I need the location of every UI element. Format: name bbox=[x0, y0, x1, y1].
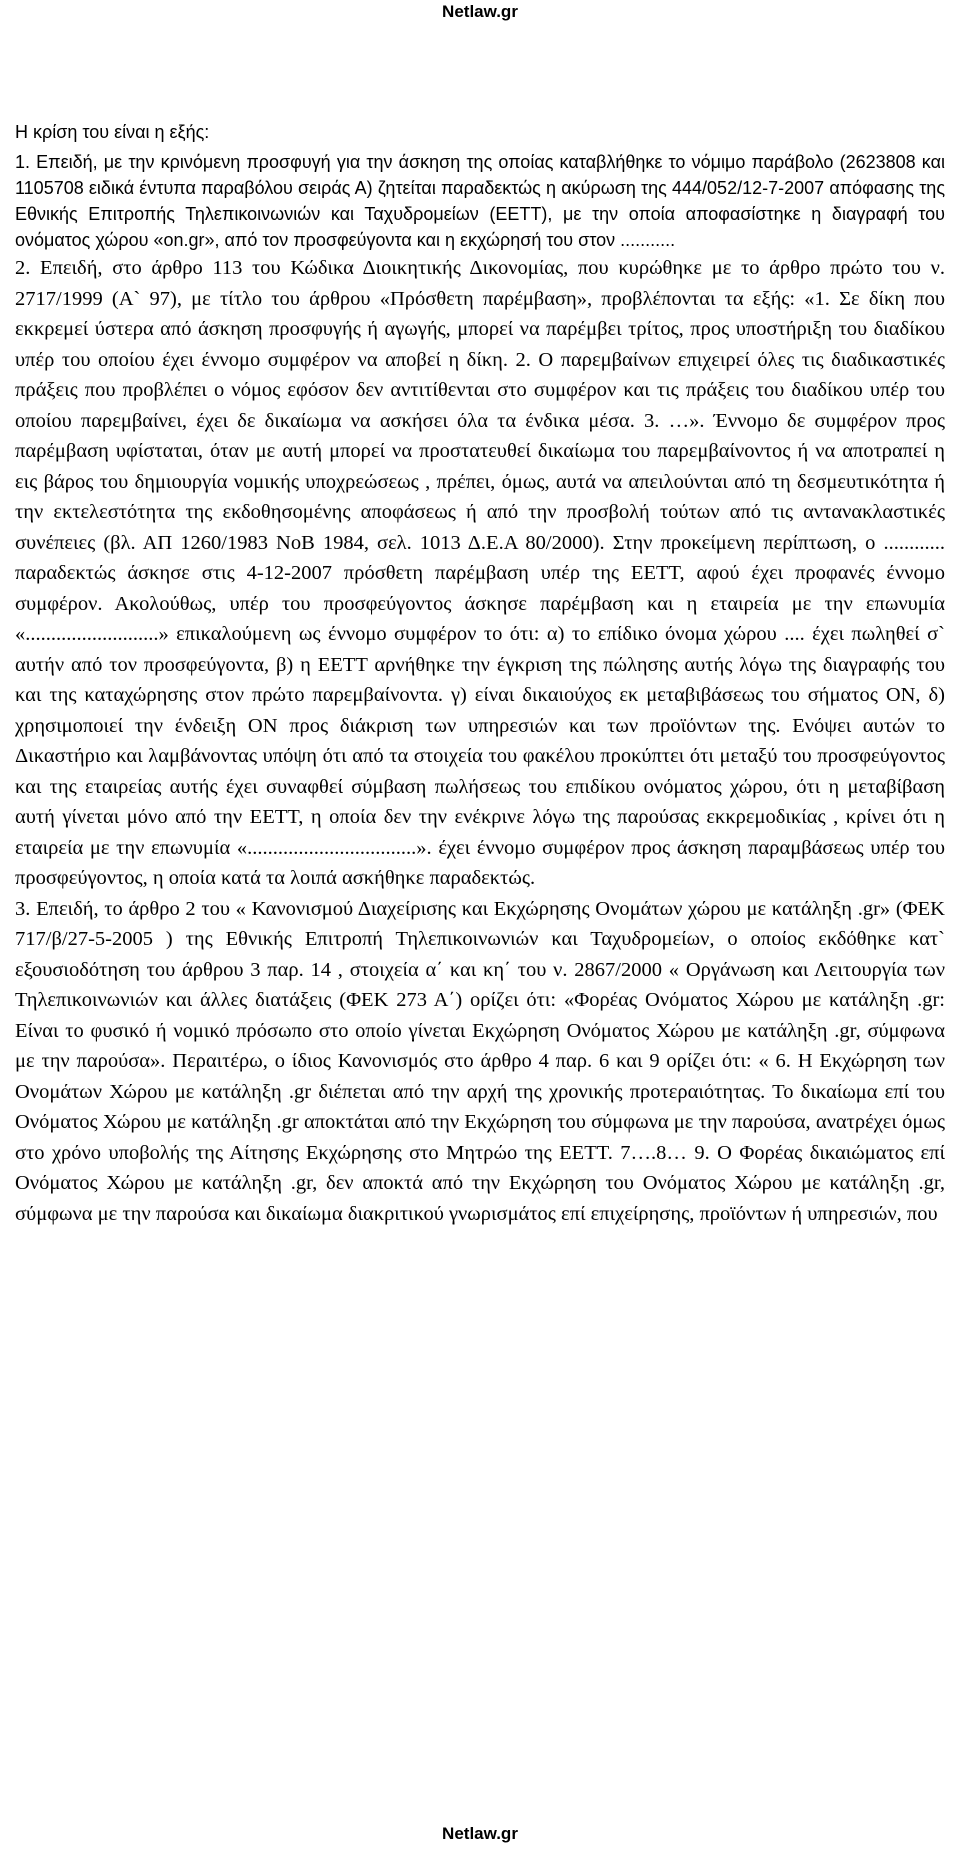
paragraph-2: 2. Επειδή, στο άρθρο 113 του Κώδικα Διοικητικής Δικονομίας, που κυρώθηκε με το άρθρο πρώτο του ν. 2717/1999 (Α` 97), με τίτλο του άρθρου «Πρόσθετη παρέμβαση», προβλέπονται τα εξής: «1. Σε δίκη που εκκρεμεί ύστερα από άσκηση προσφυγής ή αγωγής, μπορεί να παρέμβει τρίτος, προς υποστήριξη του διαδίκου υπέρ του οποίου έχει έννομο συμφέρον να αποβεί η δίκη. 2. Ο παρεμβαίνων επιχειρεί όλες τις διαδικαστικές πράξεις που προβλέπει ο νόμος εφόσον δεν αντιτίθενται στο συμφέρον και τις πράξεις του διαδίκου υπέρ του οποίου παρεμβαίνει, έχει δε δικαίωμα να ασκήσει όλα τα ένδικα μέσα. 3. …». Έννομο δε συμφέρον προς παρέμβαση υφίσταται, όταν με αυτή μπορεί να προστατευθεί δικαίωμα του παρεμβαίνοντος ή να αποτραπεί η εις βάρος του δημιουργία νομικής υποχρεώσεως , πρέπει, όμως, αυτά να απειλούνται από τη δεσμευτικότητα ή την εκτελεστότητα της εκδοθησομένης αποφάσεως ή από την προσβολή τούτων από τις αντανακλαστικές συνέπειες (βλ. ΑΠ 1260/1983 ΝοΒ 1984, σελ. 1013 Δ.Ε.Α 80/2000). Στην προκείμενη περίπτωση, ο ............ παραδεκτώς άσκησε στις 4-12-2007 πρόσθετη παρέμβαση υπέρ της ΕΕΤΤ, αφού έχει προφανές έννομο συμφέρον. Ακολούθως, υπέρ του προσφεύγοντος άσκησε παρέμβαση και η εταιρεία με την επωνυμία «..........................» επικαλούμενη ως έννομο συμφέρον το ότι: α) το επίδικο όνομα χώρου .... έχει πωληθεί σ` αυτήν από τον προσφεύγοντα, β) η ΕΕΤΤ αρνήθηκε την έγκριση της πώλησης αυτής λόγω της διαγραφής του και της καταχώρησης στον πρώτο παρεμβαίνοντα. γ) είναι δικαιούχος εκ μεταβιβάσεως του σήματος ΟΝ, δ) χρησιμοποιεί την ένδειξη ΟΝ προς διάκριση των υπηρεσιών και των προϊόντων της. Ενόψει αυτών το Δικαστήριο και λαμβάνοντας υπόψη ότι από τα στοιχεία του φακέλου προκύπτει ότι μεταξύ του προσφεύγοντος και της εταιρείας αυτής έχει συναφθεί σύμβαση πωλήσεως του επιδίκου ονόματος χώρου, ότι η μεταβίβαση αυτή γίνεται μόνο από την ΕΕΤΤ, η οποία δεν την ενέκρινε λόγω της παρούσας εκκρεμοδικίας , κρίνει ότι η εταιρεία με την επωνυμία «.................................». έχει έννομο συμφέρον προς άσκηση παραμβάσεως υπέρ του προσφεύγοντος, η οποία κατά τα λοιπά ασκήθηκε παραδεκτώς. bbox=[15, 257, 945, 889]
intro-line: Η κρίση του είναι η εξής: bbox=[15, 122, 210, 142]
document-body bbox=[15, 119, 945, 1229]
site-header-watermark: Netlaw.gr bbox=[442, 2, 518, 21]
paragraph-1: 1. Επειδή, με την κρινόμενη προσφυγή για την άσκηση της οποίας καταβλήθηκε το νόμιμο παράβολο (2623808 και 1105708 ειδικά έντυπα παραβόλου σειράς Α) ζητείται παραδεκτώς η ακύρωση της 444/052/12-7-2007 απόφασης της Εθνικής Επιτροπής Τηλεπικοινωνιών και Ταχυδρομείων (ΕΕΤΤ), με την οποία αποφασίστηκε η διαγραφή του ονόματος χώρου «on.gr», από τον προσφεύγοντα και η εκχώρησή του στον ........... bbox=[15, 152, 945, 250]
site-footer-watermark: Netlaw.gr bbox=[442, 1824, 518, 1843]
paragraph-3: 3. Επειδή, το άρθρο 2 του « Κανονισμού Διαχείρισης και Εκχώρησης Ονομάτων χώρου με κατάληξη .gr» (ΦΕΚ 717/β/27-5-2005 ) της Εθνικής Επιτροπή Τηλεπικοινωνιών και Ταχυδρομείων, ο οποίος εκδόθηκε κατ` εξουσιοδότηση του άρθρου 3 παρ. 14 , στοιχεία α΄ και κη΄ του ν. 2867/2000 « Οργάνωση και Λειτουργία των Τηλεπικοινωνιών και άλλες διατάξεις (ΦΕΚ 273 Α΄) ορίζει ότι: «Φορέας Ονόματος Χώρου με κατάληξη .gr: Είναι το φυσικό ή νομικό πρόσωπο στο οποίο γίνεται Εκχώρηση Ονόματος Χώρου με κατάληξη .gr, σύμφωνα με την παρούσα». Περαιτέρω, ο ίδιος Κανονισμός στο άρθρο 4 παρ. 6 και 9 ορίζει ότι: « 6. Η Εκχώρηση των Ονομάτων Χώρου με κατάληξη .gr διέπεται από την αρχή της χρονικής προτεραιότητας. Το δικαίωμα επί του Ονόματος Χώρου με κατάληξη .gr αποκτάται από την Εκχώρηση του σύμφωνα με την παρούσα, ανατρέχει όμως στο χρόνο υποβολής της Αίτησης Εκχώρησης στο Μητρώο της ΕΕΤΤ. 7….8… 9. Ο Φορέας δικαιώματος επί Ονόματος Χώρου με κατάληξη .gr, δεν αποκτά από την Εκχώρηση του Ονόματος Χώρου με κατάληξη .gr, σύμφωνα με την παρούσα και δικαίωμα διακριτικού γνωρισμάτος επί επιχείρησης, προϊόντων ή υπηρεσιών, που bbox=[15, 897, 945, 1225]
